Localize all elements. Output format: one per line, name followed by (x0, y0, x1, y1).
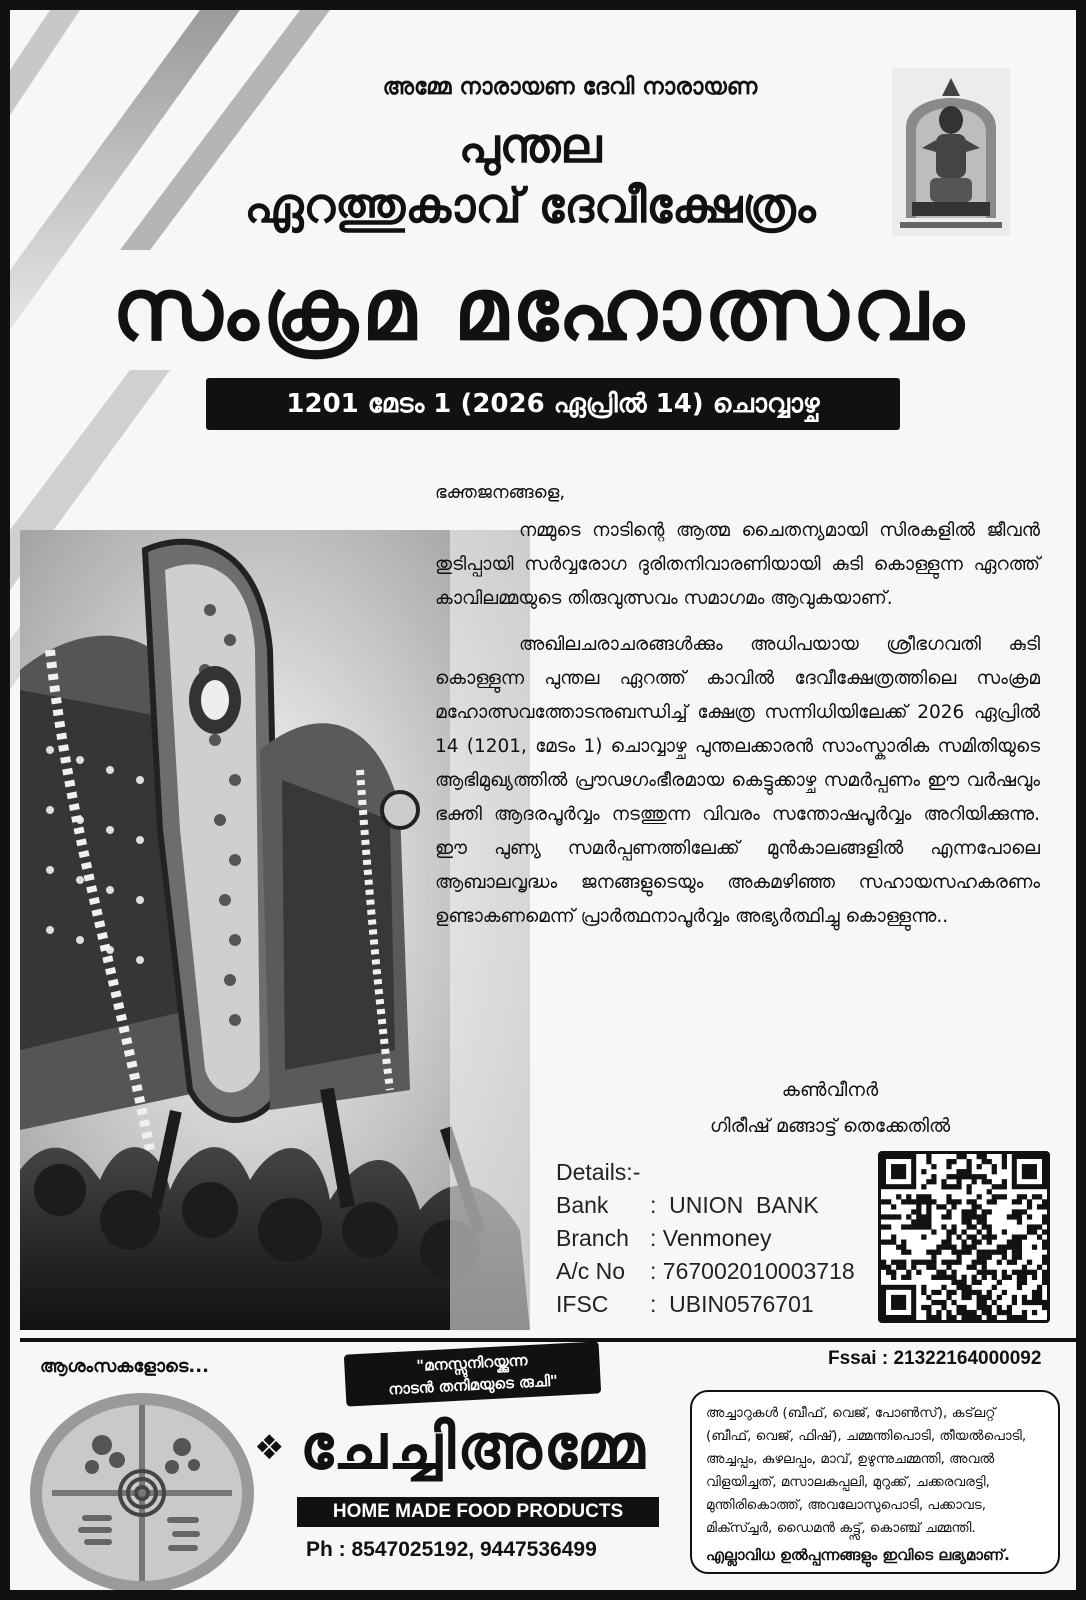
letter-salutation: ഭക്തജനങ്ങളെ, (435, 482, 566, 503)
branch-row (556, 1222, 855, 1255)
account-row-value: : 767002010003718 (650, 1258, 855, 1284)
ifsc-row-value: : UBIN0576701 (650, 1291, 814, 1317)
product-list-box (690, 1390, 1060, 1574)
ifsc-row-label: IFSC (556, 1291, 609, 1317)
bank-details (556, 1156, 855, 1321)
payment-qr-code[interactable] (878, 1151, 1050, 1323)
date-banner-text: 1201 മേടം 1 (2026 ഏപ്രിൽ 14) ചൊവ്വാഴ്ച (286, 388, 820, 419)
bank-row-value: : UNION BANK (650, 1192, 819, 1218)
brand-name: ചേച്ചിഅമ്മേ (300, 1410, 647, 1483)
festival-title: സംക്രമ മഹോത്സവം (112, 260, 968, 360)
branch-row-label: Branch (556, 1225, 629, 1251)
bank-row-label: Bank (556, 1192, 609, 1218)
bank-row (556, 1189, 855, 1222)
goddess-idol-image (892, 68, 1010, 236)
signoff-title: കൺവീനർ (781, 1079, 879, 1101)
brand-subtitle (297, 1497, 659, 1527)
signoff-name: ഗിരീഷ് മങ്ങാട്ട് തെക്കേതിൽ (709, 1115, 951, 1137)
endless-knot-icon: ❖ (254, 1428, 285, 1468)
slogan-line-2: നാടൻ തനിമയുടെ രുചി" (387, 1371, 559, 1399)
letter-paragraph-1: നമ്മുടെ നാടിന്റെ ആത്മ ചൈതന്യമായി സിരകളിൽ ജീവൻ തുടിപ്പായി സർവ്വരോഗ ദുരിതനിവാരണിയായി കുടി കൊള്ളുന്ന ഏറത്ത് കാവിലമ്മയുടെ തിരുവുത്സവം സമാഗമം ആവുകയാണ്. (435, 520, 1040, 609)
temple-place-name: പുന്തല (458, 118, 602, 174)
snack-platter-image (22, 1385, 262, 1600)
product-list: അച്ചാറുകൾ (ബീഫ്, വെജ്, പോൺസ്), കട്‌ലറ്റ് (ബീഫ്, വെജ്, ഫിഷ്), ചമ്മന്തിപൊടി, തീയൽപൊടി, അച്ചപ്പം, കുഴലപ്പം, മാവ്, ഉഴുന്നുചമ്മന്തി, അവൽ വിളയിച്ചത്, മസാലകപ്പലി, മുറുക്ക്, ചക്കരവരട്ടി, മുന്തിരികൊത്ത്, അവലോസുപൊടി, പക്കാവട, മിക്സ്ച്ചർ, ഡൈമൻ കട്ട്സ്, കൊഞ്ച് ചമ്മന്തി. (706, 1405, 1027, 1536)
letter-paragraph-2: അഖിലചരാചരങ്ങൾക്കും അധിപയായ ശ്രീഭഗവതി കുടി കൊള്ളുന്ന പുന്തല ഏറത്ത് കാവിൽ ദേവീക്ഷേത്രത്തിലെ സംക്രമ മഹോത്സവത്തോടനുബന്ധിച്ച് ക്ഷേത്ര സന്നിധിയിലേക്ക് 2026 ഏപ്രിൽ 14 (1201, മേടം 1) ചൊവ്വാഴ്ച പുന്തലക്കാരൻ സാംസ്കാരിക സമിതിയുടെ ആഭിമുഖ്യത്തിൽ പ്രൗഢഗംഭീരമായ കെട്ടുക്കാഴ്ച സമർപ്പണം ഈ വർഷവും ഭക്തി ആദരപൂർവ്വം നടത്തുന്ന വിവരം സന്തോഷപൂർവ്വം അറിയിക്കുന്നു. ഈ പുണ്യ സമർപ്പണത്തിലേക്ക് മുൻകാലങ്ങളിൽ എന്നപോലെ ആബാലവൃദ്ധം ജനങ്ങളുടെയും അകമഴിഞ്ഞ സഹായസഹകരണം ഉണ്ടാകണമെന്ന് പ്രാർത്ഥനാപൂർവ്വം അഭ്യർത്ഥിച്ചു കൊള്ളുന്നു.. (435, 634, 1040, 927)
brand-subtitle-text: HOME MADE FOOD PRODUCTS (332, 1501, 624, 1522)
date-banner (206, 378, 900, 430)
letter-signoff (700, 1072, 960, 1144)
ifsc-row (556, 1288, 855, 1321)
availability-note: എല്ലാവിധ ഉൽപ്പന്നങ്ങളും ഇവിടെ ലഭ്യമാണ്. (706, 1546, 1010, 1564)
sponsor-phone: Ph : 8547025192, 9447536499 (306, 1538, 597, 1561)
sponsor-wishes: ആശംസകളോടെ... (40, 1356, 209, 1377)
branch-row-value: : Venmoney (650, 1225, 772, 1251)
letter-body (435, 514, 1040, 946)
fssai-number: Fssai : 21322164000092 (828, 1348, 1042, 1369)
slogan-line-1: "മനസ്സുനിറയ്ക്കുന്ന (415, 1351, 528, 1375)
invocation-tagline: അമ്മേ നാരായണ ദേവി നാരായണ (382, 74, 758, 100)
account-row (556, 1255, 855, 1288)
qr-code-icon (881, 1154, 1047, 1320)
section-divider (20, 1338, 1086, 1342)
account-row-label: A/c No (556, 1258, 626, 1284)
temple-name: ഏറത്തുകാവ് ദേവീക്ഷേത്രം (244, 178, 816, 234)
bank-details-heading: Details:- (556, 1159, 641, 1185)
